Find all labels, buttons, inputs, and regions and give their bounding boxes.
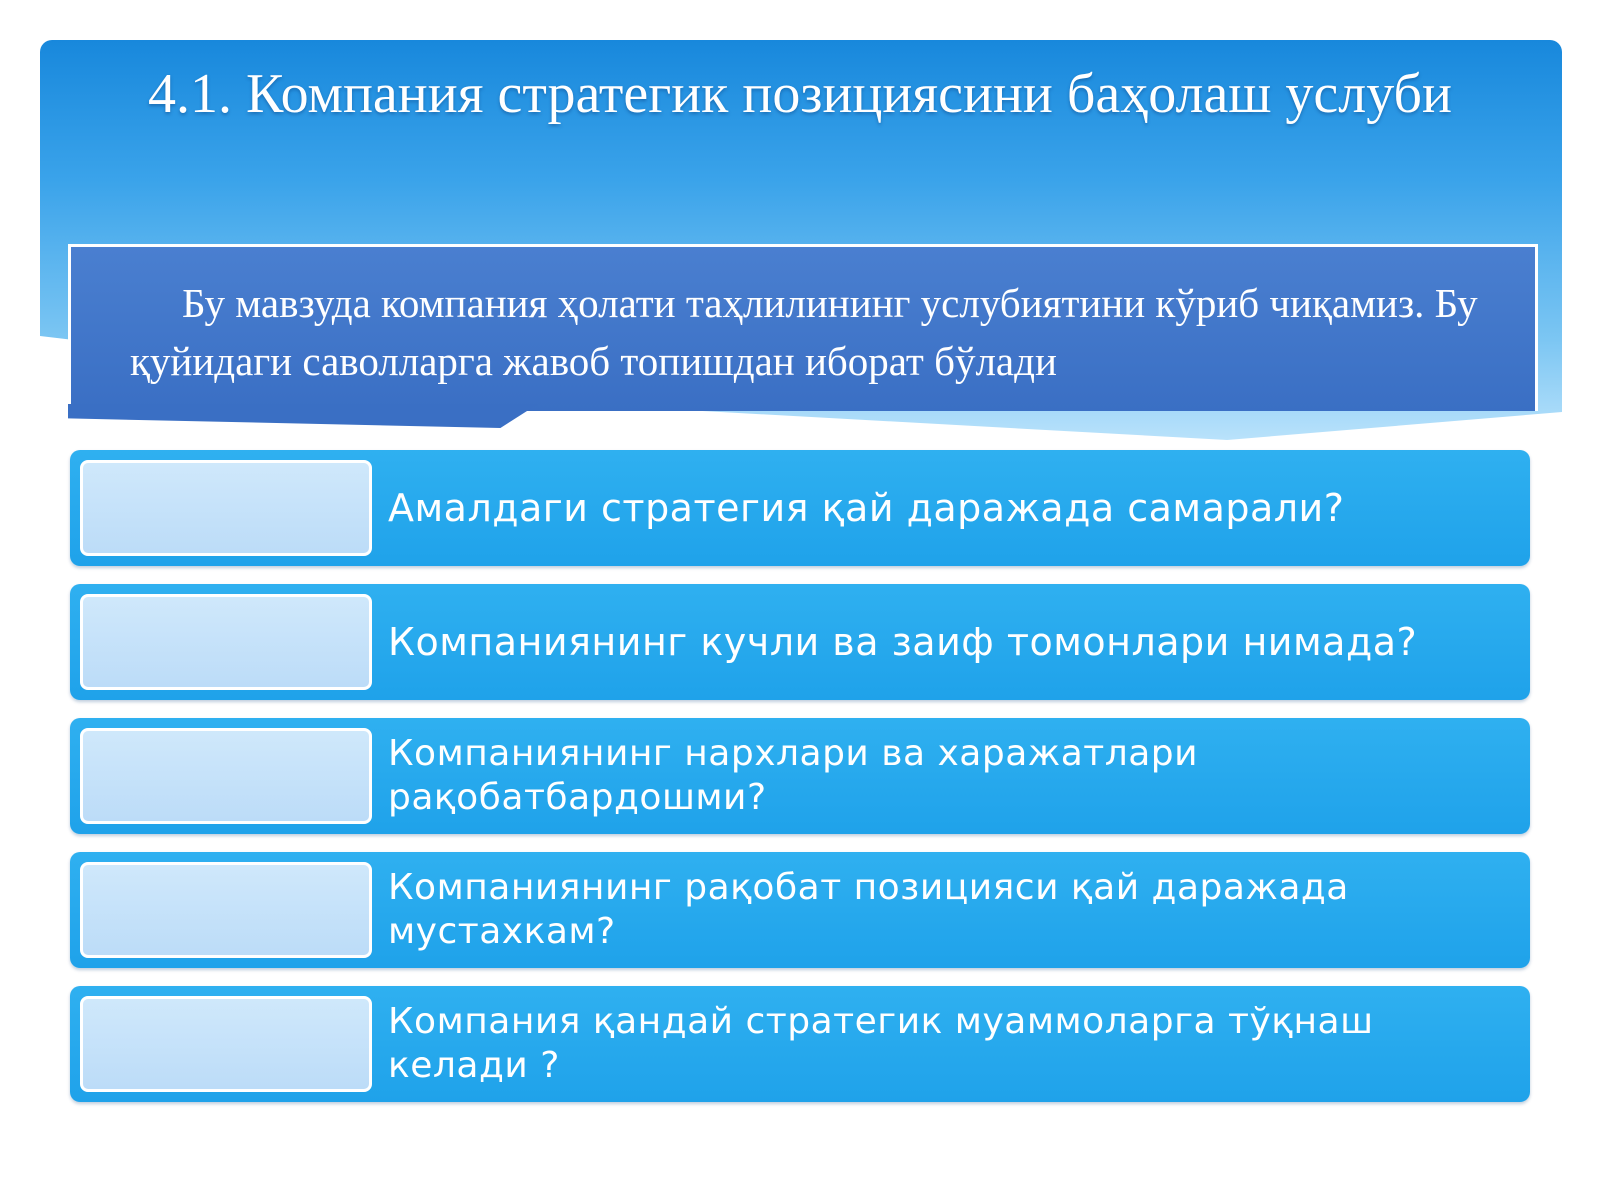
question-text: Компания қандай стратегик муаммоларга тўқнаш келади ? [388, 1001, 1374, 1086]
question-tab [80, 728, 372, 824]
question-text: Компаниянинг кучли ва заиф томонлари нимада? [388, 620, 1418, 664]
question-tab [80, 996, 372, 1092]
question-text: Компаниянинг нархлари ва харажатлари рақобатбардошми? [388, 733, 1199, 818]
intro-text: Бу мавзуда компания ҳолати таҳлилининг услубиятини кўриб чиқамиз. Бу қуйидаги саволларга жавоб топишдан иборат бўлади [130, 280, 1478, 384]
question-item [70, 986, 1530, 1102]
intro-arrow [68, 404, 538, 428]
question-item [70, 718, 1530, 834]
question-text: Компаниянинг рақобат позицияси қай даражада мустахкам? [388, 867, 1349, 952]
question-tab [80, 594, 372, 690]
slide-title: 4.1. Компания стратегик позициясини баҳолаш услуби [148, 63, 1452, 125]
question-tab [80, 862, 372, 958]
question-tab [80, 460, 372, 556]
question-text: Амалдаги стратегия қай даражада самарали? [388, 486, 1345, 530]
question-item [70, 852, 1530, 968]
question-item [70, 584, 1530, 700]
question-item [70, 450, 1530, 566]
question-list [70, 450, 1530, 1120]
